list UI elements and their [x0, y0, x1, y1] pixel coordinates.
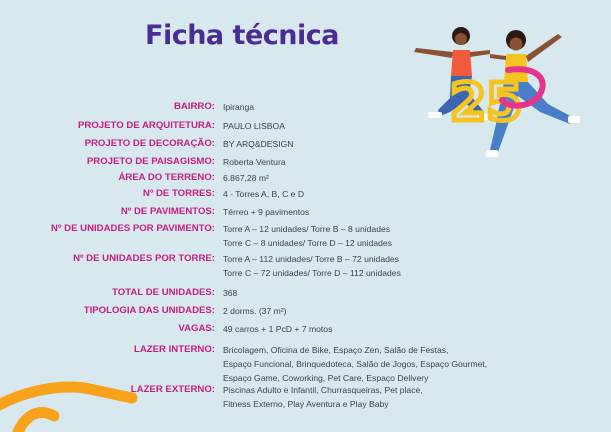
- spec-value: 368: [223, 288, 238, 298]
- spec-value: Térreo + 9 pavimentos: [223, 207, 310, 217]
- spec-value: Espaço Game, Coworking, Pet Care, Espaço Delivery: [223, 373, 429, 383]
- spec-row-paisagismo: [0, 154, 611, 170]
- spec-row-area: [0, 170, 611, 186]
- spec-value: Fitness Externo, Play Aventura e Play Baby: [223, 399, 389, 409]
- spec-value: Piscinas Adulto e Infantil, Churrasqueiras, Pet place,: [223, 385, 423, 395]
- spec-label: Nº DE UNIDADES POR TORRE:: [73, 253, 215, 264]
- spec-value: 2 dorms. (37 m²): [223, 306, 287, 316]
- spec-value: 49 carros + 1 PcD + 7 motos: [223, 324, 333, 334]
- spec-row-total: [0, 285, 611, 303]
- spec-value: Torre A – 12 unidades/ Torre B – 8 unidades: [223, 224, 391, 234]
- spec-label: VAGAS:: [178, 323, 215, 334]
- spec-value: 6.867,28 m²: [223, 173, 269, 183]
- spec-value: PAULO LISBOA: [223, 121, 285, 131]
- spec-label: BAIRRO:: [173, 101, 215, 112]
- spec-value: 4 - Torres A, B, C e D: [223, 189, 305, 199]
- spec-row-lazer-externo: [0, 382, 611, 410]
- spec-row-unidades-torre: [0, 251, 611, 285]
- anniversary-logo: 25: [450, 73, 523, 133]
- spec-label: LAZER INTERNO:: [133, 344, 215, 355]
- spec-row-pavimentos: [0, 204, 611, 221]
- spec-row-tipologia: [0, 303, 611, 321]
- spec-value: Roberta Ventura: [223, 157, 286, 167]
- spec-row-bairro: [0, 99, 611, 118]
- spec-value: Torre C – 8 unidades/ Torre D – 12 unidades: [223, 238, 392, 248]
- spec-label: TOTAL DE UNIDADES:: [112, 287, 215, 298]
- spec-value: Torre C – 72 unidades/ Torre D – 112 unidades: [223, 268, 401, 278]
- spec-label: Nº DE UNIDADES POR PAVIMENTO:: [51, 223, 215, 234]
- spec-label: LAZER EXTERNO:: [130, 384, 215, 395]
- spec-row-lazer-interno: [0, 342, 611, 382]
- spec-label: TIPOLOGIA DAS UNIDADES:: [83, 305, 215, 316]
- spec-value: Torre A – 112 unidades/ Torre B – 72 unidades: [223, 254, 399, 264]
- technical-sheet: [0, 99, 611, 410]
- spec-value: Espaço Funcional, Brinquedoteca, Salão de Jogos, Espaço Gourmet,: [223, 359, 488, 369]
- page-title: Ficha técnica: [145, 20, 339, 51]
- spec-value: Ipiranga: [223, 102, 255, 112]
- spec-label: PROJETO DE ARQUITETURA:: [78, 120, 215, 131]
- spec-label: PROJETO DE DECORAÇÃO:: [84, 138, 215, 149]
- spec-row-vagas: [0, 321, 611, 342]
- spec-value: BY ARQ&DESIGN: [223, 139, 294, 149]
- spec-row-decoracao: [0, 136, 611, 154]
- spec-row-unidades-pavimento: [0, 221, 611, 251]
- spec-value: Bricolagem, Oficina de Bike, Espaço Zen, Salão de Festas,: [223, 345, 449, 355]
- spec-label: Nº DE TORRES:: [142, 188, 215, 199]
- spec-row-torres: [0, 186, 611, 204]
- spec-label: Nº DE PAVIMENTOS:: [120, 206, 215, 217]
- spec-row-arquitetura: [0, 118, 611, 136]
- spec-label: ÁREA DO TERRENO:: [118, 172, 215, 183]
- spec-label: PROJETO DE PAISAGISMO:: [86, 156, 215, 167]
